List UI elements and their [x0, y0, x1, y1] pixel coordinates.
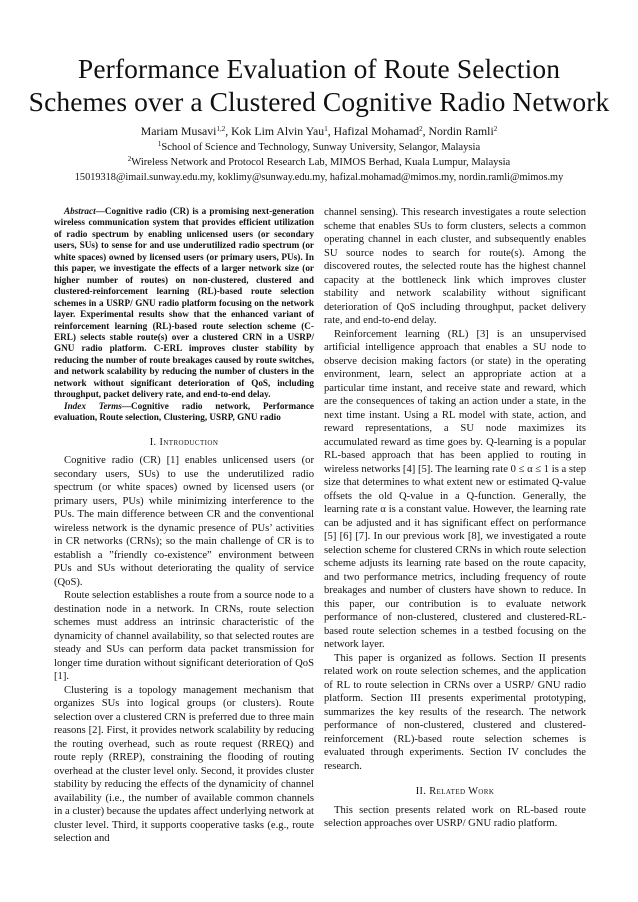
index-terms-text: —Cognitive radio network, Performance evaluation, Route selection, Clustering, USRP, GNU radio [54, 400, 314, 423]
title-line-1: Performance Evaluation of Route Selection [77, 53, 561, 84]
intro-paragraph-1: Cognitive radio (CR) [1] enables unlicensed users (or secondary users, SUs) to use the underutilized radio spectrum (or white spaces) owned by licensed users (or primary users, PUs) while minimizing interference to the PUs. The main difference between CR and the conventional wireless network is the dynamic presence of PUs’ activities in CR networks (CRNs); so the main challenge of CR is to establish a ”friendly co-existence” environment between PUs and SUs without deteriorating the quality of service (QoS). [54, 455, 314, 588]
author: Kok Lim Alvin Yau$^1$, [231, 124, 334, 138]
intro-paragraph-3: Clustering is a topology management mechanism that organizes SUs into logical groups (or clusters). Route selection over a clustered CRN is preferred due to three main reasons [2]. First, it provides network scalability by reducing the routing overhead, such as route request (RREQ) and route reply (RREP), constraining the flooding of routing overhead at the cluster level only. Second, it provides cluster stability by reducing the effects of the dynamicity of channel availability (i.e., the number of available common channels in a cluster) because the updates affect underlying network at cluster level. Third, it supports cooperative tasks (e.g., route selection and [54, 684, 314, 845]
abstract-lead: Abstract [64, 206, 96, 216]
intro-paragraph-2: Route selection establishes a route from a source node to a destination node in a network. In CRNs, route selection schemes must address an intrinsic characteristic of the dynamicity of channel availability, so that selected routes are steady and SUs can perform data packet transmission for longer time duration without significant deterioration of QoS [1]. [54, 590, 314, 683]
index-terms-lead: Index Terms [64, 400, 122, 411]
abstract [54, 206, 314, 401]
organization-paragraph: This paper is organized as follows. Section II presents related work on route selection schemes, and the application of RL to route selection in CRNs over a USRP/ GNU radio platform. Section III presents experimental prototyping, summarizes the key results of the research. The network performance of non-clustered, clustered and clustered-reinforcement (RL)-based route selection schemes is evaluated through experiments. Section IV concludes the research. [324, 652, 586, 772]
left-column [54, 206, 314, 846]
paper-title [20, 52, 618, 118]
author: Mariam Musavi$^{1,2}$, [140, 124, 232, 138]
author: Hafizal Mohamad$^2$, [333, 124, 429, 138]
author-emails: 15019318@imail.sunway.edu.my, koklimy@sunway.edu.my, hafizal.mohamad@mimos.my, nordin.ramli@mimos.my [74, 172, 564, 183]
related-work-paragraph: This section presents related work on RL-based route selection approaches over USRP/ GNU radio platform. [324, 804, 586, 829]
right-column [324, 206, 586, 831]
affiliation-2: $^2$Wireless Network and Protocol Research Lab, MIMOS Berhad, Kuala Lumpur, Malaysia [127, 155, 511, 168]
title-line-2: Schemes over a Clustered Cognitive Radio Network [28, 86, 610, 117]
index-terms [54, 401, 314, 424]
rl-paragraph: Reinforcement learning (RL) [3] is an unsupervised artificial intelligence approach that enables a SU node to observe decision making factors (or state) in the operating environment, learn, select an appropriate action at a particular time instant, and receive state and reward, which are the consequences of taking an action under a state, in the next time instant. Using a RL model with state, action, and reward representations, a SU node maximizes its accumulated reward as time goes by. Q-learning is a popular RL-based approach that has been applied to routing in wireless networks [4] [5]. The learning rate 0 ≤ α ≤ 1 is a step size that determines to what extent new or estimated Q-value offsets the old Q-value in a Q-function. Generally, the learning rate α is a constant value. However, the learning rate can be adjusted and it has significant effect on performance [5] [6] [7]. In our previous work [8], we investigated a route selection scheme for clustered CRNs in which route selection scheme adjusts its learning rate based on the route capacity, and two performance metrics, including frequency of route breakages and number of clusters have shown to reduce. In this paper, our contribution is to evaluate network performance of non-clustered, clustered and clustered-RL-based route selection schemes in a testbed focusing on the network layer. [324, 328, 586, 650]
intro-paragraph-continued: channel sensing). This research investigates a route selection scheme that enables SUs to form clusters, selects a common operating channel in each cluster, and subsequently enables SU source nodes to search for route(s). Among the discovered routes, the selected route has the highest channel capacity at the bottleneck link which improves cluster stability and network scalability without significant deterioration of QoS including throughput, packet delivery rate, and end-to-end delay. [324, 207, 586, 326]
author-list [10, 123, 628, 139]
section-heading-related-work: II. Related Work [415, 786, 495, 797]
author: Nordin Ramli$^2$ [428, 124, 498, 138]
abstract-text: —Cognitive radio (CR) is a promising next-generation wireless communication system that provides efficient utilization of radio spectrum by enabling unlicensed users (or secondary users, SUs) to sense for and use underutilized radio spectrum (or white spaces) owned by licensed users (or primary users, PUs). In this paper, we investigate the effects of a larger network size (or higher number of routes) on non-clustered, clustered and clustered-reinforcement learning (RL)-based route selection schemes in a USRP/ GNU radio platform focusing on the network layer. Experimental results show that the enhanced variant of reinforcement learning (RL)-based route selection scheme (C-ERL) selects stable route(s) over a clustered CRN in a USRP/ GNU radio platform. C-ERL improves cluster stability by reducing the number of route breakages caused by route switches, and network scalability by reducing the number of clusters in the network without significant deterioration of QoS, including throughput, packet delivery rate, and end-to-end delay. [54, 206, 314, 400]
section-heading-introduction: I. Introduction [149, 436, 219, 448]
affiliation-1: $^1$School of Science and Technology, Sunway University, Selangor, Malaysia [157, 140, 481, 153]
